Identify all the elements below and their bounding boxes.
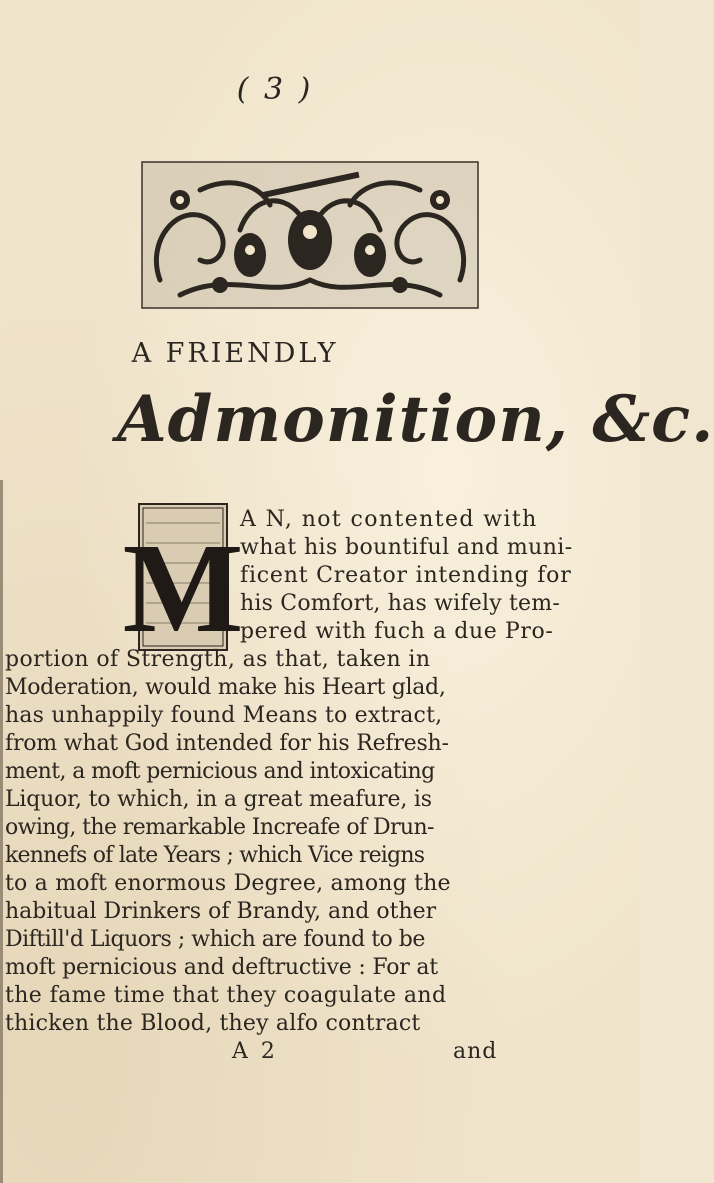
body-line: kennefs of late Years ; which Vice reigns bbox=[5, 843, 425, 868]
body-line: pered with fuch a due Pro- bbox=[240, 619, 554, 644]
body-line: has unhappily found Means to extract, bbox=[5, 703, 443, 728]
body-line: the fame time that they coagulate and bbox=[5, 983, 447, 1008]
title-admonition: Admonition, &c. bbox=[117, 382, 714, 457]
body-line: portion of Strength, as that, taken in bbox=[5, 647, 431, 672]
body-line: ficent Creator intending for bbox=[240, 563, 572, 588]
drop-cap-letter: M bbox=[122, 517, 244, 659]
headpiece-ornament-icon bbox=[140, 160, 480, 310]
catchword: and bbox=[453, 1039, 498, 1064]
body-line: ment, a moft pernicious and intoxicating bbox=[5, 759, 435, 784]
body-line: thicken the Blood, they alfo contract bbox=[5, 1011, 421, 1036]
body-line: moft pernicious and deftructive : For at bbox=[5, 955, 438, 980]
body-line: Moderation, would make his Heart glad, bbox=[5, 675, 446, 700]
signature-mark: A 2 bbox=[232, 1039, 278, 1064]
body-line: from what God intended for his Refresh- bbox=[5, 731, 449, 756]
body-line: what his bountiful and muni- bbox=[240, 535, 573, 560]
page-number: ( 3 ) bbox=[236, 72, 314, 107]
heading-a-friendly: A FRIENDLY bbox=[131, 338, 339, 369]
body-line: Liquor, to which, in a great meafure, is bbox=[5, 787, 432, 812]
body-line: Diftill'd Liquors ; which are found to be bbox=[5, 927, 425, 952]
page-edge-shadow bbox=[0, 480, 3, 1183]
body-line: his Comfort, has wifely tem- bbox=[240, 591, 560, 616]
drop-cap-m-icon bbox=[122, 503, 244, 659]
body-line: owing, the remarkable Increafe of Drun- bbox=[5, 815, 434, 840]
body-line: habitual Drinkers of Brandy, and other bbox=[5, 899, 437, 924]
body-line: A N, not contented with bbox=[240, 507, 538, 532]
body-line: to a moft enormous Degree, among the bbox=[5, 871, 451, 896]
